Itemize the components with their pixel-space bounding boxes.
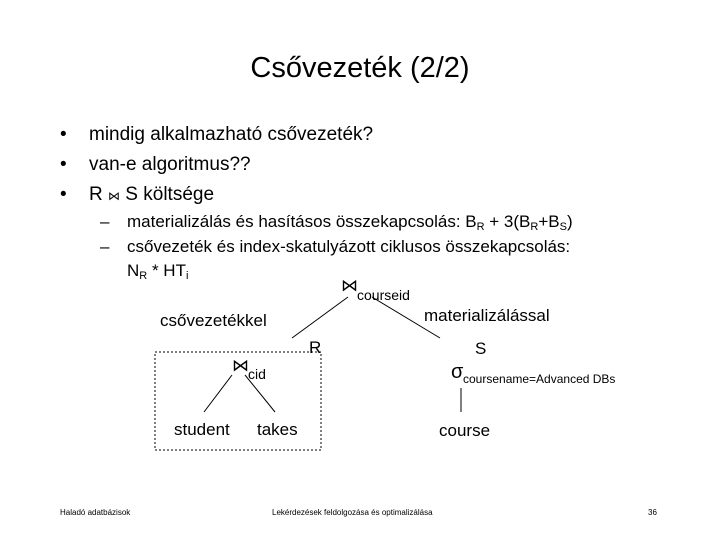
bullet-text-s: S költsége bbox=[125, 184, 215, 205]
formula-part: +B bbox=[538, 212, 560, 231]
top-join-icon: ⋈ bbox=[341, 276, 358, 295]
formula-part: N bbox=[127, 261, 140, 280]
sigma-icon: σ bbox=[451, 361, 464, 383]
leaf-course: course bbox=[439, 421, 491, 440]
bullet-text: mindig alkalmazható csővezeték? bbox=[89, 124, 374, 145]
s-label: S bbox=[475, 339, 487, 358]
bullet-dot: • bbox=[60, 154, 67, 175]
materialization-label: materializálással bbox=[424, 306, 550, 325]
page-number: 36 bbox=[648, 508, 657, 517]
bullet-text: van-e algoritmus?? bbox=[89, 154, 251, 175]
pipeline-label: csővezetékkel bbox=[160, 311, 267, 330]
footer-left: Haladó adatbázisok bbox=[60, 508, 131, 517]
sub-bullet-text: csővezeték és index-skatulyázott ciklusos összekapcsolás: bbox=[127, 237, 571, 256]
sub-bullet-dash: – bbox=[100, 212, 110, 231]
inner-join-attr: cid bbox=[248, 366, 266, 382]
slide-title: Csővezeték (2/2) bbox=[250, 52, 470, 84]
edge-join-to-student bbox=[204, 375, 232, 412]
inner-join-icon: ⋈ bbox=[232, 356, 249, 375]
top-join-attr: courseid bbox=[357, 287, 410, 303]
bullet-dot: • bbox=[60, 184, 67, 205]
formula-sub: S bbox=[559, 221, 567, 233]
formula-part: + 3(B bbox=[484, 212, 531, 231]
formula-sub: R bbox=[476, 221, 485, 233]
bullet-text-r: R bbox=[89, 184, 103, 205]
join-icon: ⋈ bbox=[108, 189, 121, 203]
formula-part: * HT bbox=[147, 261, 186, 280]
leaf-student: student bbox=[174, 420, 230, 439]
formula-part: materializálás és hasításos összekapcsolás: B bbox=[127, 212, 477, 231]
formula-sub: R bbox=[530, 221, 539, 233]
footer-center: Lekérdezések feldolgozása és optimalizálása bbox=[272, 508, 433, 517]
bullet-dot: • bbox=[60, 124, 67, 145]
formula-sub: R bbox=[139, 270, 148, 282]
r-label: R bbox=[309, 338, 322, 357]
formula-sub: i bbox=[185, 270, 189, 282]
sigma-condition: coursename=Advanced DBs bbox=[463, 372, 616, 386]
formula-part: ) bbox=[566, 212, 573, 231]
leaf-takes: takes bbox=[257, 420, 298, 439]
edge-top-to-left bbox=[292, 297, 348, 338]
sub-bullet-dash: – bbox=[100, 237, 110, 256]
